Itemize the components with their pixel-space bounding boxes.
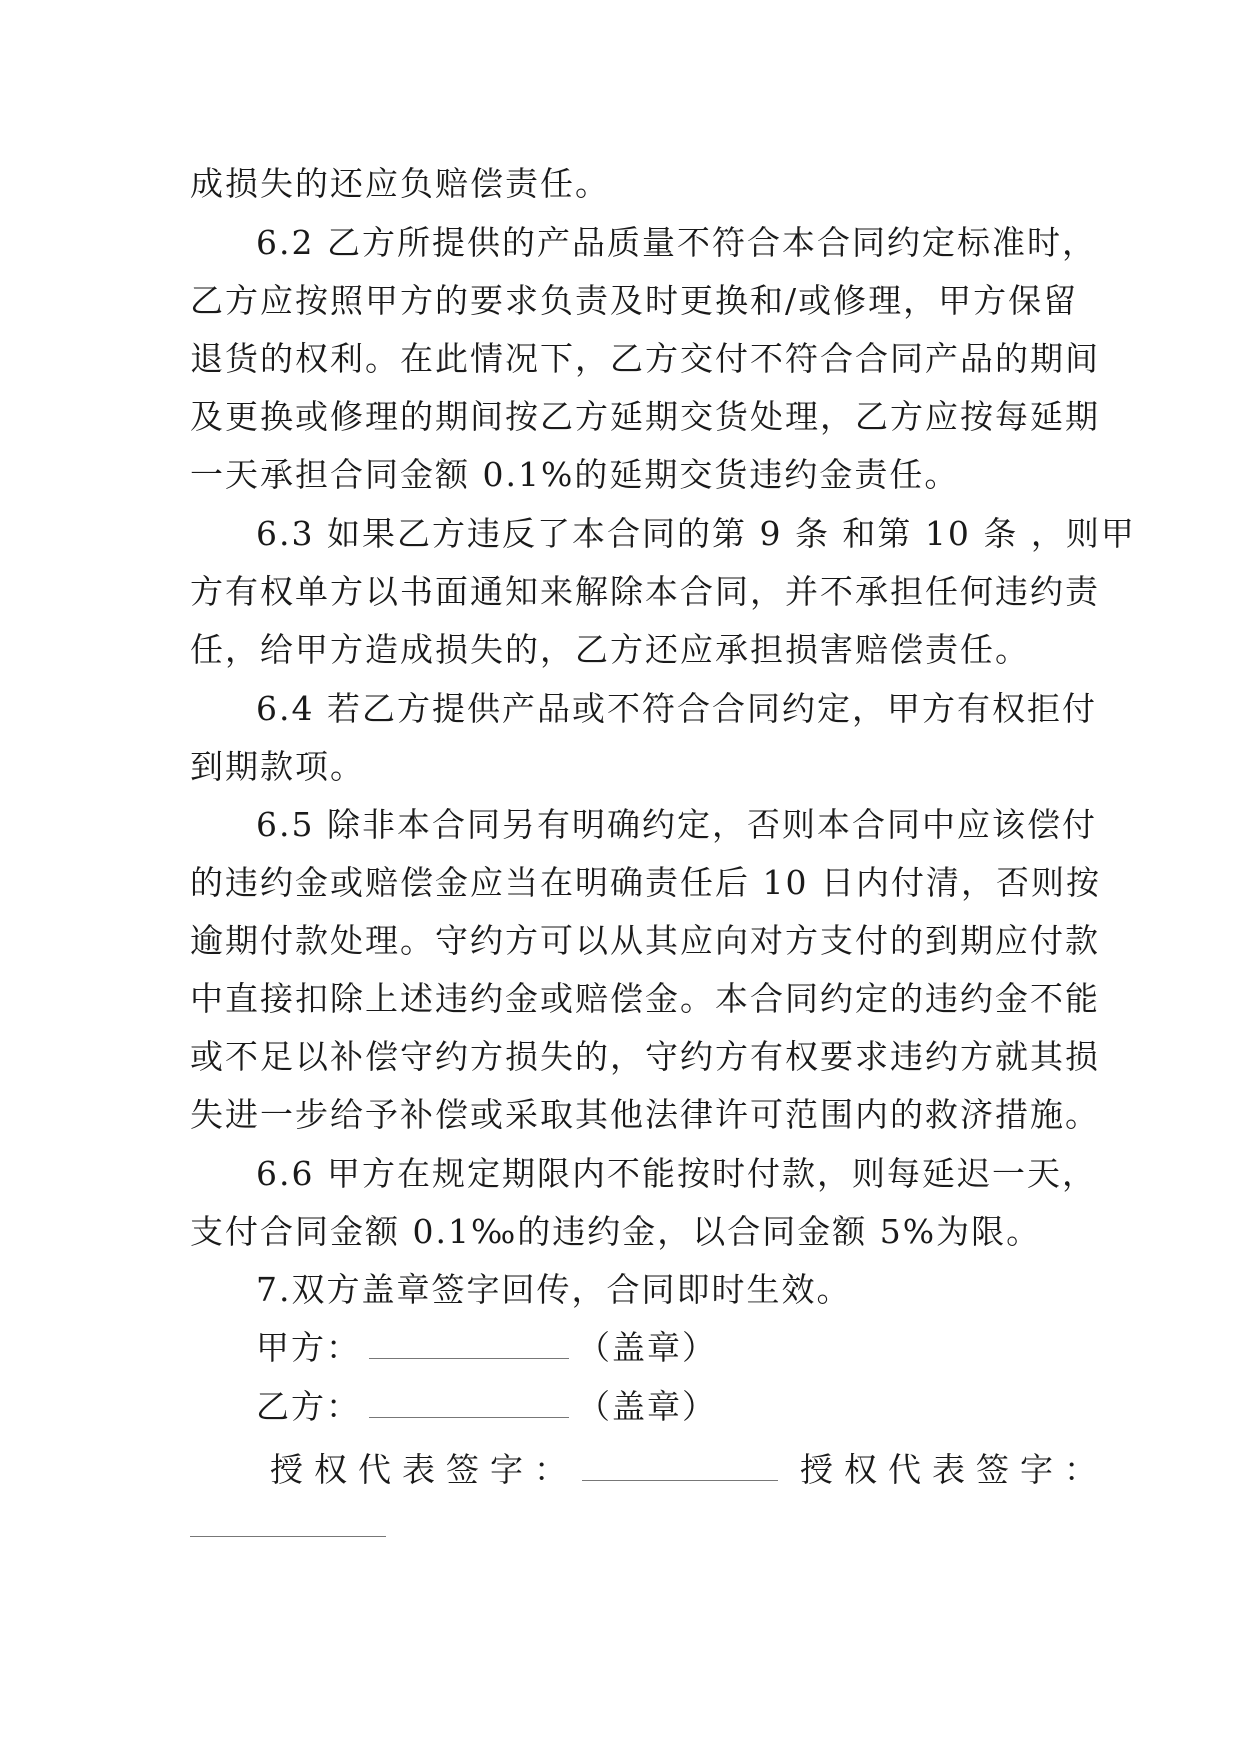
text-line: 一天承担合同金额 0.1%的延期交货违约金责任。 (190, 455, 960, 494)
clause-6-4: 6.4 若乙方提供产品或不符合合同约定，甲方有权拒付 (256, 689, 1097, 728)
clause-7: 7.双方盖章签字回传，合同即时生效。 (256, 1270, 852, 1309)
rep-label-b: 授权代表签字： (800, 1450, 1108, 1489)
text-line: 任，给甲方造成损失的，乙方还应承担损害赔偿责任。 (190, 630, 1030, 669)
text-line: 到期款项。 (190, 747, 365, 786)
representative-signature-row (270, 1450, 1108, 1490)
text-line: 成损失的还应负赔偿责任。 (190, 164, 610, 203)
party-b-label: 乙方： (256, 1387, 361, 1426)
rep-a-blank[interactable] (582, 1452, 778, 1481)
party-b-blank[interactable] (369, 1389, 569, 1418)
text-line: 乙方应按照甲方的要求负责及时更换和/或修理，甲方保留 (190, 281, 1079, 320)
rep-label-a: 授权代表签字： (270, 1450, 578, 1489)
text-line: 退货的权利。在此情况下，乙方交付不符合合同产品的期间 (190, 339, 1100, 378)
party-a-signature (256, 1328, 717, 1368)
party-a-label: 甲方： (256, 1328, 361, 1367)
text-line: 支付合同金额 0.1‰的违约金，以合同金额 5%为限。 (190, 1212, 1042, 1251)
text-line: 及更换或修理的期间按乙方延期交货处理，乙方应按每延期 (190, 397, 1100, 436)
text-line: 或不足以补偿守约方损失的，守约方有权要求违约方就其损 (190, 1037, 1100, 1076)
party-a-seal-note: （盖章） (577, 1328, 717, 1367)
party-b-signature (256, 1387, 717, 1427)
clause-6-3: 6.3 如果乙方违反了本合同的第 9 条 和第 10 条 ，则甲 (256, 514, 1136, 553)
rep-b-blank[interactable] (190, 1536, 386, 1537)
text-line: 方有权单方以书面通知来解除本合同，并不承担任何违约责 (190, 572, 1100, 611)
text-line: 中直接扣除上述违约金或赔偿金。本合同约定的违约金不能 (190, 979, 1100, 1018)
party-b-seal-note: （盖章） (577, 1387, 717, 1426)
text-line: 逾期付款处理。守约方可以从其应向对方支付的到期应付款 (190, 921, 1100, 960)
clause-6-5: 6.5 除非本合同另有明确约定，否则本合同中应该偿付 (256, 805, 1097, 844)
clause-6-2: 6.2 乙方所提供的产品质量不符合本合同约定标准时， (256, 223, 1097, 262)
text-line: 的违约金或赔偿金应当在明确责任后 10 日内付清，否则按 (190, 863, 1101, 902)
party-a-blank[interactable] (369, 1330, 569, 1359)
clause-6-6: 6.6 甲方在规定期限内不能按时付款，则每延迟一天， (256, 1154, 1097, 1193)
text-line: 失进一步给予补偿或采取其他法律许可范围内的救济措施。 (190, 1095, 1100, 1134)
document-page (190, 0, 1136, 1754)
